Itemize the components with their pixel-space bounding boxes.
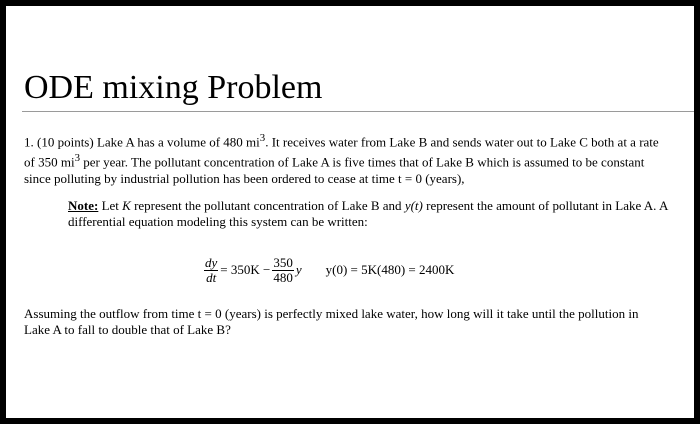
problem-text-2: . It receives water from Lake B and sends water out to Lake C both at a rate of 350 mi xyxy=(24,134,659,170)
problem-text-3: per year. The pollutant concentration of Lake A is five times that of Lake B which is assumed to be constant since polluting by industrial pollution has been ordered to cease at time t = 0 (years), xyxy=(24,154,645,186)
derivative-numerator: dy xyxy=(205,254,218,270)
rate-fraction xyxy=(272,256,294,285)
equation-middle-term: = 350K − xyxy=(220,262,271,277)
differential-equation xyxy=(202,250,454,290)
problem-statement xyxy=(24,130,672,187)
cubic-superscript-2: 3 xyxy=(74,152,80,165)
note-text-c: represent the amount of pollutant in Lake A. A differential equation modeling this system can be written: xyxy=(68,198,668,229)
derivative-fraction xyxy=(204,256,218,285)
rate-denominator: 480 xyxy=(273,269,293,285)
note-variable-k: K xyxy=(122,198,131,213)
problem-number: 1. xyxy=(24,134,34,150)
problem-points: (10 points) xyxy=(37,134,94,150)
cubic-superscript-1: 3 xyxy=(259,132,266,144)
derivative-denominator: dt xyxy=(206,269,217,285)
document-page xyxy=(6,6,694,418)
note-label: Note: xyxy=(68,198,99,213)
title-divider xyxy=(22,111,694,112)
note-text-b: represent the pollutant concentration of Lake B and xyxy=(130,198,405,213)
initial-condition: y(0) = 5K(480) = 2400K xyxy=(325,262,455,277)
problem-text-1: Lake A has a volume of 480 mi xyxy=(96,134,260,150)
note-text-a: Let xyxy=(98,198,123,213)
rate-numerator: 350 xyxy=(273,254,293,270)
page-title: ODE mixing Problem xyxy=(24,69,323,106)
note-variable-y: y(t) xyxy=(404,198,423,213)
note-paragraph xyxy=(68,198,668,230)
equation-variable-y: y xyxy=(295,262,302,277)
question-paragraph: Assuming the outflow from time t = 0 (years) is perfectly mixed lake water, how long will it take until the pollution in Lake A to fall to double that of Lake B? xyxy=(24,306,639,337)
